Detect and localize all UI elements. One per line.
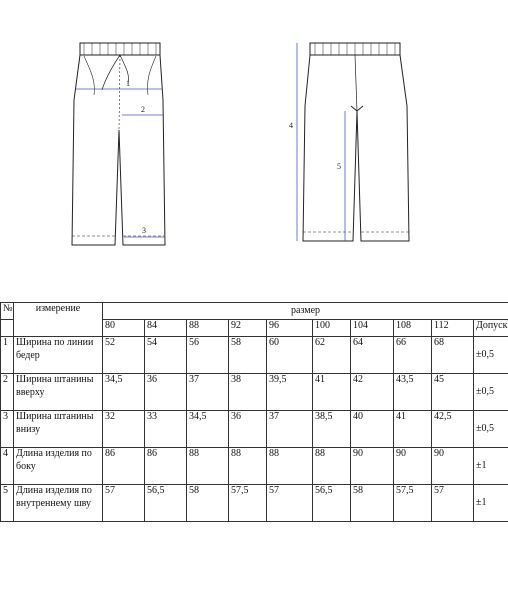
table-header-row <box>1 303 508 320</box>
size-104: 104 <box>351 320 394 337</box>
cell-value: 37 <box>187 374 229 411</box>
header-number-blank <box>1 320 14 337</box>
size-96: 96 <box>267 320 313 337</box>
cell-value: 58 <box>229 337 267 374</box>
measure-name: Длина изделия по боку <box>14 448 103 485</box>
header-size: размер <box>103 303 508 320</box>
cell-value: 32 <box>103 411 145 448</box>
cell-value: 58 <box>187 485 229 522</box>
tolerance-value: ±0,5 <box>474 374 508 411</box>
cell-value: 52 <box>103 337 145 374</box>
cell-value: 90 <box>394 448 432 485</box>
size-80: 80 <box>103 320 145 337</box>
cell-value: 86 <box>103 448 145 485</box>
cell-value: 57 <box>267 485 313 522</box>
cell-value: 88 <box>313 448 351 485</box>
cell-value: 36 <box>145 374 187 411</box>
cell-value: 40 <box>351 411 394 448</box>
tolerance-value: ±0,5 <box>474 411 508 448</box>
cell-value: 57 <box>103 485 145 522</box>
measure-name: Ширина штанины внизу <box>14 411 103 448</box>
size-84: 84 <box>145 320 187 337</box>
size-112: 112 <box>432 320 474 337</box>
cell-value: 36 <box>229 411 267 448</box>
cell-value: 42 <box>351 374 394 411</box>
cell-value: 56 <box>187 337 229 374</box>
cell-value: 39,5 <box>267 374 313 411</box>
cell-value: 38,5 <box>313 411 351 448</box>
measure-name: Ширина по линии бедер <box>14 337 103 374</box>
cell-value: 90 <box>351 448 394 485</box>
size-108: 108 <box>394 320 432 337</box>
tolerance-value: ±0,5 <box>474 337 508 374</box>
cell-value: 57,5 <box>229 485 267 522</box>
cell-value: 58 <box>351 485 394 522</box>
row-number: 1 <box>1 337 14 374</box>
cell-value: 88 <box>187 448 229 485</box>
cell-value: 66 <box>394 337 432 374</box>
cell-value: 88 <box>229 448 267 485</box>
cell-value: 33 <box>145 411 187 448</box>
label-5: 5 <box>337 162 341 171</box>
tolerance-value: ±1 <box>474 448 508 485</box>
measure-name: Ширина штанины вверху <box>14 374 103 411</box>
cell-value: 88 <box>267 448 313 485</box>
cell-value: 86 <box>145 448 187 485</box>
cell-value: 57,5 <box>394 485 432 522</box>
size-100: 100 <box>313 320 351 337</box>
table-row <box>1 337 508 374</box>
label-1: 1 <box>126 79 130 88</box>
row-number: 4 <box>1 448 14 485</box>
size-88: 88 <box>187 320 229 337</box>
size-chart-table <box>0 302 508 522</box>
table-row <box>1 411 508 448</box>
back-view-sketch <box>285 36 415 246</box>
tolerance-value: ±1 <box>474 485 508 522</box>
row-number: 3 <box>1 411 14 448</box>
label-3: 3 <box>142 226 146 235</box>
cell-value: 90 <box>432 448 474 485</box>
cell-value: 45 <box>432 374 474 411</box>
cell-value: 64 <box>351 337 394 374</box>
front-pants-outline <box>72 55 165 245</box>
row-number: 2 <box>1 374 14 411</box>
cell-value: 56,5 <box>313 485 351 522</box>
cell-value: 62 <box>313 337 351 374</box>
cell-value: 57 <box>432 485 474 522</box>
cell-value: 56,5 <box>145 485 187 522</box>
cell-value: 43,5 <box>394 374 432 411</box>
header-number: № <box>1 303 14 320</box>
table-row <box>1 448 508 485</box>
measure-name: Длина изделия по внутреннему шву <box>14 485 103 522</box>
cell-value: 34,5 <box>187 411 229 448</box>
label-2: 2 <box>141 105 145 114</box>
cell-value: 68 <box>432 337 474 374</box>
cell-value: 41 <box>313 374 351 411</box>
cell-value: 42,5 <box>432 411 474 448</box>
label-4: 4 <box>289 121 293 130</box>
row-number: 5 <box>1 485 14 522</box>
header-tolerance: Допуск <box>474 320 508 337</box>
cell-value: 41 <box>394 411 432 448</box>
table-row <box>1 374 508 411</box>
cell-value: 54 <box>145 337 187 374</box>
header-measure: измерение <box>14 303 103 337</box>
size-92: 92 <box>229 320 267 337</box>
cell-value: 60 <box>267 337 313 374</box>
cell-value: 38 <box>229 374 267 411</box>
front-view-sketch <box>70 40 170 255</box>
table-row <box>1 485 508 522</box>
cell-value: 37 <box>267 411 313 448</box>
cell-value: 34,5 <box>103 374 145 411</box>
